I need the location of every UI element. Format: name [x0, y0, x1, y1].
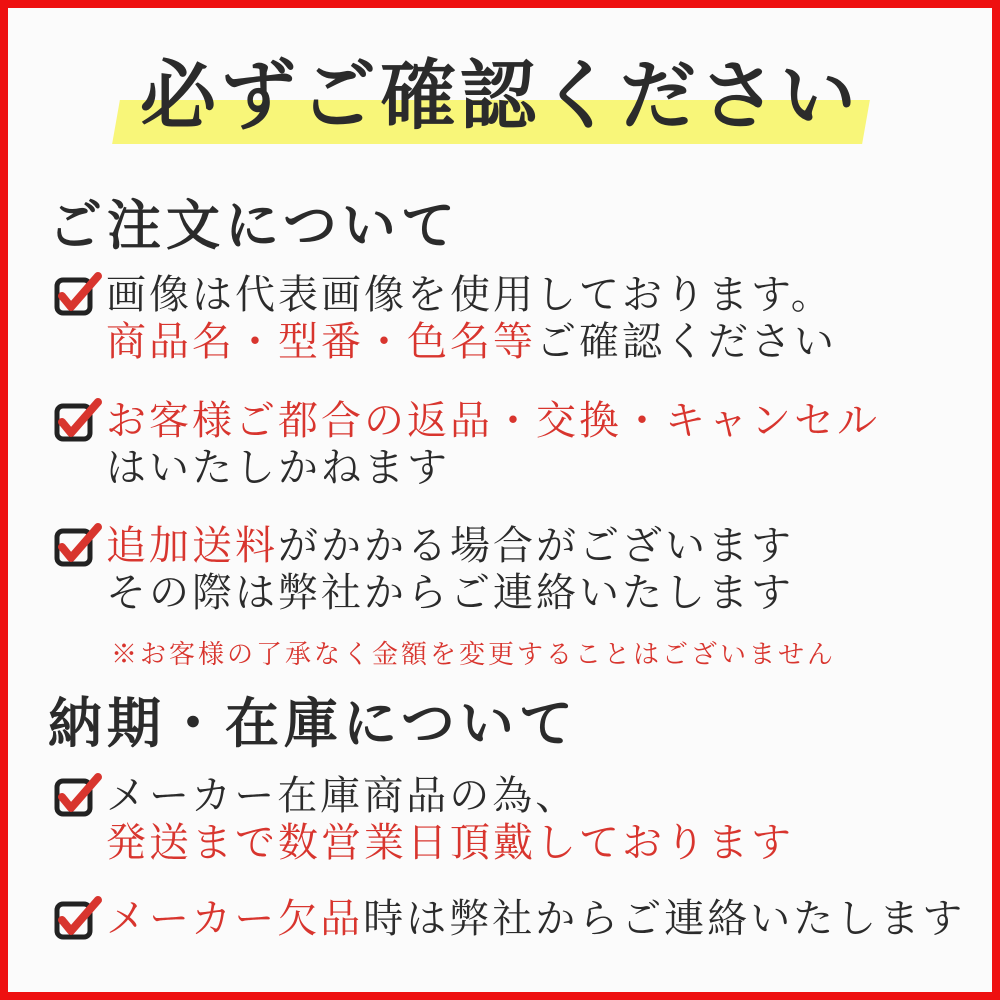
text-segment: その際は弊社からご連絡いたします — [106, 570, 794, 616]
list-item — [54, 398, 880, 492]
text-segment-emphasis: メーカー欠品 — [106, 896, 364, 942]
text-line — [106, 445, 880, 492]
list-item — [54, 523, 794, 617]
section-heading-order: ご注文について — [48, 193, 460, 257]
text-line — [106, 523, 794, 570]
page-title: 必ずご確認ください — [140, 51, 860, 140]
text-segment: はいたしかねます — [106, 445, 450, 491]
section-heading-delivery-stock: 納期・在庫について — [48, 691, 578, 755]
text-line — [106, 570, 794, 617]
text-line — [106, 820, 794, 867]
text-line — [106, 319, 837, 366]
checkbox-icon — [54, 521, 102, 569]
list-item — [54, 896, 965, 943]
text-line — [106, 398, 880, 445]
text-segment-emphasis: 発送まで数営業日頂戴しております — [106, 820, 794, 866]
checkbox-icon — [54, 894, 102, 942]
text-segment-emphasis: 商品名・型番・色名等 — [106, 319, 536, 365]
checkbox-icon — [54, 396, 102, 444]
disclaimer-note: ※お客様の了承なく金額を変更することはございません — [111, 640, 837, 670]
text-segment: がかかる場合がございます — [278, 523, 794, 569]
text-segment: 画像は代表画像を使用しております。 — [106, 272, 834, 318]
page-title-wrap — [8, 48, 992, 143]
list-item-text — [106, 523, 794, 617]
text-line — [106, 773, 794, 820]
list-item-text — [106, 773, 794, 867]
text-segment: メーカー在庫商品の為、 — [106, 773, 579, 819]
text-segment-emphasis: お客様ご都合の返品・交換・キャンセル — [106, 398, 880, 444]
list-item — [54, 272, 837, 366]
list-item — [54, 773, 794, 867]
list-item-text — [106, 896, 965, 943]
list-item-text — [106, 398, 880, 492]
text-line — [106, 272, 837, 319]
text-segment: ご確認ください — [536, 319, 837, 365]
text-segment: 時は弊社からご連絡いたします — [363, 896, 966, 942]
text-segment-emphasis: 追加送料 — [106, 523, 278, 569]
list-item-text — [106, 272, 837, 366]
checkbox-icon — [54, 270, 102, 318]
text-line — [106, 896, 965, 943]
checkbox-icon — [54, 771, 102, 819]
